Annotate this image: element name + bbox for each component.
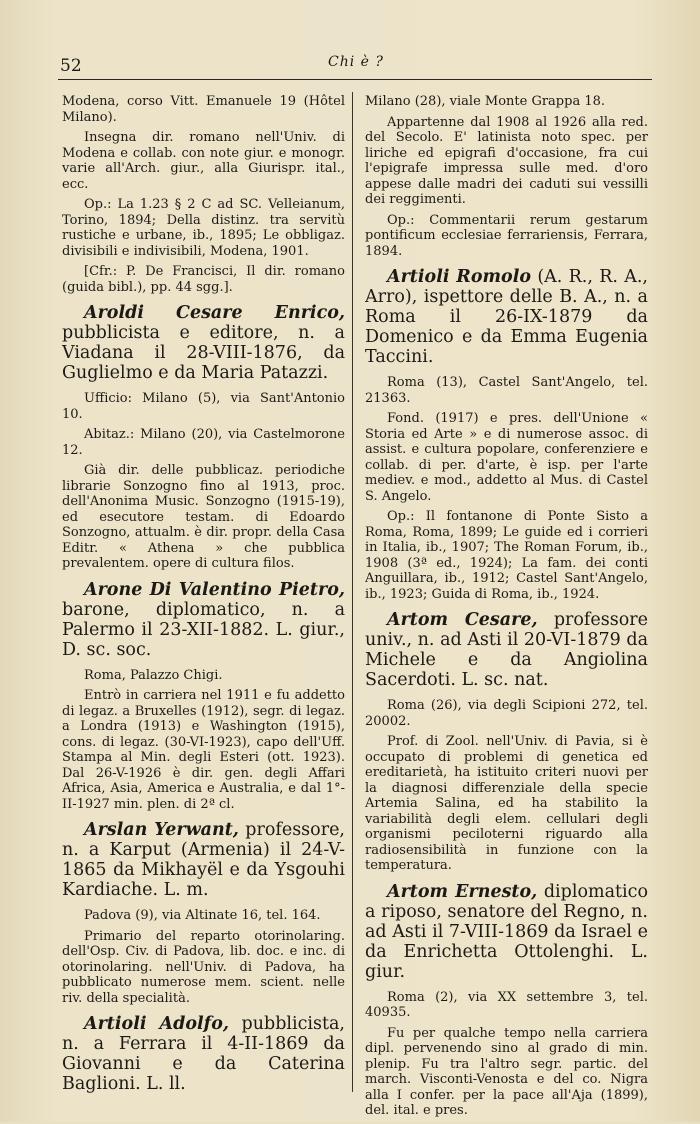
entry-text: Fu per qualche tempo nella carriera dipl. pervenendo sino al grado di min. plenip. Fu tra l'altro segr. partic. del march. Visconti-Venosta e del co. Nigra alla I confer. per la pace all'Aja (1899), del. ital. e pres. <box>365 1025 648 1118</box>
page-number: 52 <box>60 56 82 76</box>
entry-name: Arslan Yerwant, <box>84 820 239 840</box>
entry-text: Insegna dir. romano nell'Univ. di Modena e collab. con note giur. e monogr. varie all'Arch. giur., alla Giurispr. ital., ecc. <box>62 130 345 192</box>
entry-text: Prof. di Zool. nell'Univ. di Pavia, si è occupato di problemi di genetica ed ereditarietà, ha istituito criteri nuovi per la diagnosi differenziale della specie Artemia Salina, ed ha stabilito la variabilità degli elem. cellulari degli organismi peciloterni riguardo alla radiosensibilità in funzione con la temperatura. <box>365 734 648 873</box>
entry-heading: Artioli Adolfo, pubblicista, n. a Ferrara il 4-II-1869 da Giovanni e da Caterina Baglioni. L. ll. <box>62 1014 345 1094</box>
entry-text: [Cfr.: P. De Francisci, Il dir. romano (guida bibl.), pp. 44 sgg.]. <box>62 264 345 295</box>
entry-text: Entrò in carriera nel 1911 e fu addetto di legaz. a Bruxelles (1912), segr. di legaz. a Londra (1913) e Washington (1915), cons. di legaz. (30-VI-1923), capo dell'Uff. Stampa al Min. degli Esteri (ott. 1923). Dal 26-V-1926 è dir. gen. degli Affari Africa, Asia, America e Australia, e dal 1°-II-1927 min. plen. di 2ª cl. <box>62 688 345 812</box>
entry-heading: Artioli Romolo (A. R., R. A., Arro), ispettore delle B. A., n. a Roma il 26-IX-1879 da Domenico e da Emma Eugenia Taccini. <box>365 267 648 367</box>
entry-text: Roma, Palazzo Chigi. <box>84 667 223 683</box>
right-column <box>365 94 648 1124</box>
running-title: Chi è ? <box>328 54 384 70</box>
entry-text: Roma (26), via degli Scipioni 272, tel. 20002. <box>365 698 648 729</box>
entry-text: Fond. (1917) e pres. dell'Unione « Storia ed Arte » e di numerose assoc. di assist. e cultura popolare, conferenziere e collab. di per. d'arte, è isp. per l'arte mediev. e mod., addetto al Mus. di Castel S. Angelo. <box>365 411 648 504</box>
entry-text: Modena, corso Vitt. Emanuele 19 (Hôtel Milano). <box>62 94 345 125</box>
entry-text: Appartenne dal 1908 al 1926 alla red. del Secolo. E' latinista noto spec. per liriche ed epigrafi d'occasione, fra cui l'epigrafe impressa sulle med. d'oro appese dalle madri dei caduti sui vessilli dei reggimenti. <box>365 114 648 207</box>
header-rule <box>58 79 652 80</box>
entry-heading: Artom Cesare, professore univ., n. ad Asti il 20-VI-1879 da Michele e da Angiolina Sacerdoti. L. sc. nat. <box>365 610 648 690</box>
entry-text: Abitaz.: Milano (20), via Castelmorone 12. <box>62 427 345 458</box>
entry-name: Artom Ernesto, <box>387 881 538 902</box>
entry-name: Aroldi Cesare Enrico, <box>84 303 345 323</box>
entry-name: Artioli Romolo <box>387 267 532 287</box>
entry-text: Roma (2), via XX settembre 3, tel. 40935. <box>365 989 648 1020</box>
entry-text: Milano (28), viale Monte Grappa 18. <box>365 94 606 109</box>
column-divider <box>352 92 353 1092</box>
entry-text: Ufficio: Milano (5), via Sant'Antonio 10. <box>62 391 345 422</box>
entry-text: Op.: Commentarii rerum gestarum pontificum ecclesiae ferrariensis, Ferrara, 1894. <box>365 212 648 259</box>
entry-text: Primario del reparto otorinolaring. dell'Osp. Civ. di Padova, lib. doc. e inc. di otorinolaring. nell'Univ. di Padova, ha pubblicato numerose mem. scient. nelle riv. della specialità. <box>62 928 345 1006</box>
entry-text: Già dir. delle pubblicaz. periodiche librarie Sonzogno fino al 1913, proc. dell'Anonima Music. Sonzogno (1915-19), ed esecutore testam. di Edoardo Sonzogno, attualm. è dir. propr. della Casa Editr. « Athena » che pubblica prevalentem. opere di cultura filos. <box>62 463 345 571</box>
entry-text: Op.: Il fontanone di Ponte Sisto a Roma, Roma, 1899; Le guide ed i corrieri in Italia, ib., 1907; The Roman Forum, ib., 1908 (3ª ed., 1924); La fam. dei conti Anguillara, ib., 1912; Castel Sant'Angelo, ib., 1923; Guida di Roma, ib., 1924. <box>365 509 648 602</box>
entry-name: Artom Cesare, <box>387 610 538 630</box>
entry-heading: Aroldi Cesare Enrico, pubblicista e editore, n. a Viadana il 28-VIII-1876, da Guglielmo e da Maria Patazzi. <box>62 303 345 383</box>
entry-heading: Arone Di Valentino Pietro, barone, diplomatico, n. a Palermo il 23-XII-1882. L. giur., D. sc. soc. <box>62 579 345 660</box>
entry-name: Artioli Adolfo, <box>84 1014 229 1034</box>
entry-heading: Arslan Yerwant, professore, n. a Karput (Armenia) il 24-V-1865 da Mikhayël e da Ysgouhi Kardiache. L. m. <box>62 820 345 900</box>
entry-text: Padova (9), via Altinate 16, tel. 164. <box>84 908 321 923</box>
page-header <box>60 50 650 76</box>
left-column <box>62 94 345 1102</box>
entry-text: Roma (13), Castel Sant'Angelo, tel. 21363. <box>365 375 648 406</box>
entry-text: Op.: La 1.23 § 2 C ad SC. Velleianum, Torino, 1894; Della distinz. tra servitù rustiche e urbane, ib., 1895; Le obbligaz. divisibili e indivisibili, Modena, 1901. <box>62 197 345 259</box>
entry-name: Arone Di Valentino Pietro, <box>84 579 345 600</box>
entry-heading: Artom Ernesto, diplomatico a riposo, senatore del Regno, n. ad Asti il 7-VIII-1869 da Israel e da Enrichetta Ottolenghi. L. giur. <box>365 881 648 982</box>
